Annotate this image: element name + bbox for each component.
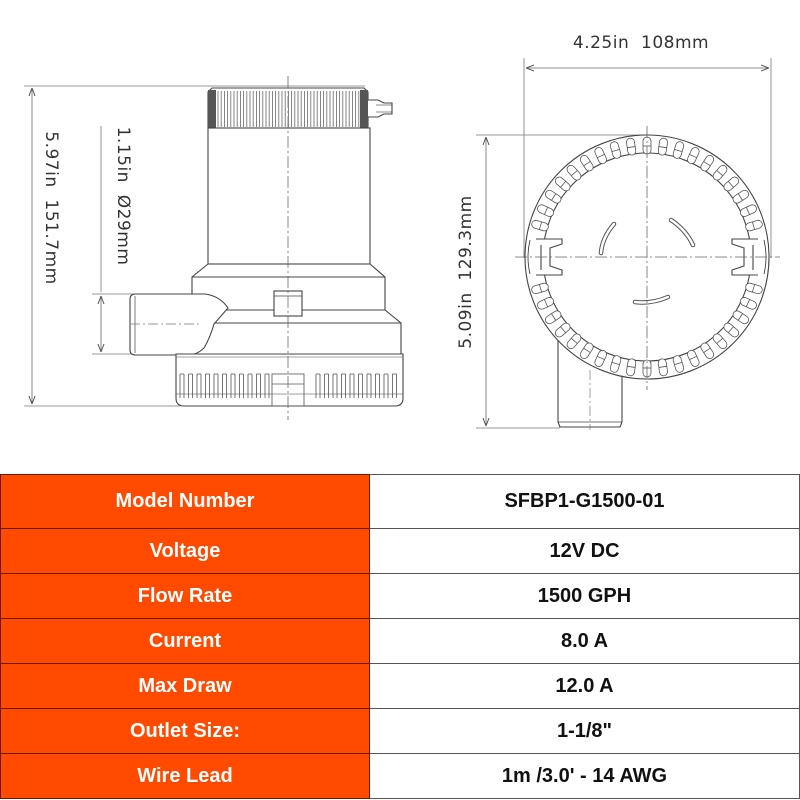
spec-row-voltage	[1, 529, 800, 574]
spec-value: SFBP1-G1500-01	[370, 475, 800, 529]
spec-label: Model Number	[1, 475, 370, 529]
spec-label: Current	[1, 619, 370, 664]
overall-height-label: 5.97in 151.7mm	[41, 131, 61, 285]
spec-label: Wire Lead	[1, 754, 370, 799]
spec-value: 1m /3.0' - 14 AWG	[370, 754, 800, 799]
spec-row-current	[1, 619, 800, 664]
spec-row-model-number	[1, 475, 800, 529]
overall-depth-label: 5.09in 129.3mm	[456, 195, 476, 349]
spec-row-flow-rate	[1, 574, 800, 619]
outlet-diameter-label: 1.15in Ø29mm	[113, 126, 133, 266]
spec-label: Flow Rate	[1, 574, 370, 619]
spec-value: 12.0 A	[370, 664, 800, 709]
spec-label: Outlet Size:	[1, 709, 370, 754]
spec-value: 1500 GPH	[370, 574, 800, 619]
spec-row-max-draw	[1, 664, 800, 709]
side-view	[24, 76, 403, 420]
spec-table	[0, 474, 800, 799]
spec-label: Max Draw	[1, 664, 370, 709]
top-view	[476, 58, 780, 430]
overall-width-label: 4.25in 108mm	[572, 33, 710, 53]
spec-value: 12V DC	[370, 529, 800, 574]
spec-row-wire-lead	[1, 754, 800, 799]
spec-value: 1-1/8"	[370, 709, 800, 754]
spec-value: 8.0 A	[370, 619, 800, 664]
spec-row-outlet-size	[1, 709, 800, 754]
spec-label: Voltage	[1, 529, 370, 574]
